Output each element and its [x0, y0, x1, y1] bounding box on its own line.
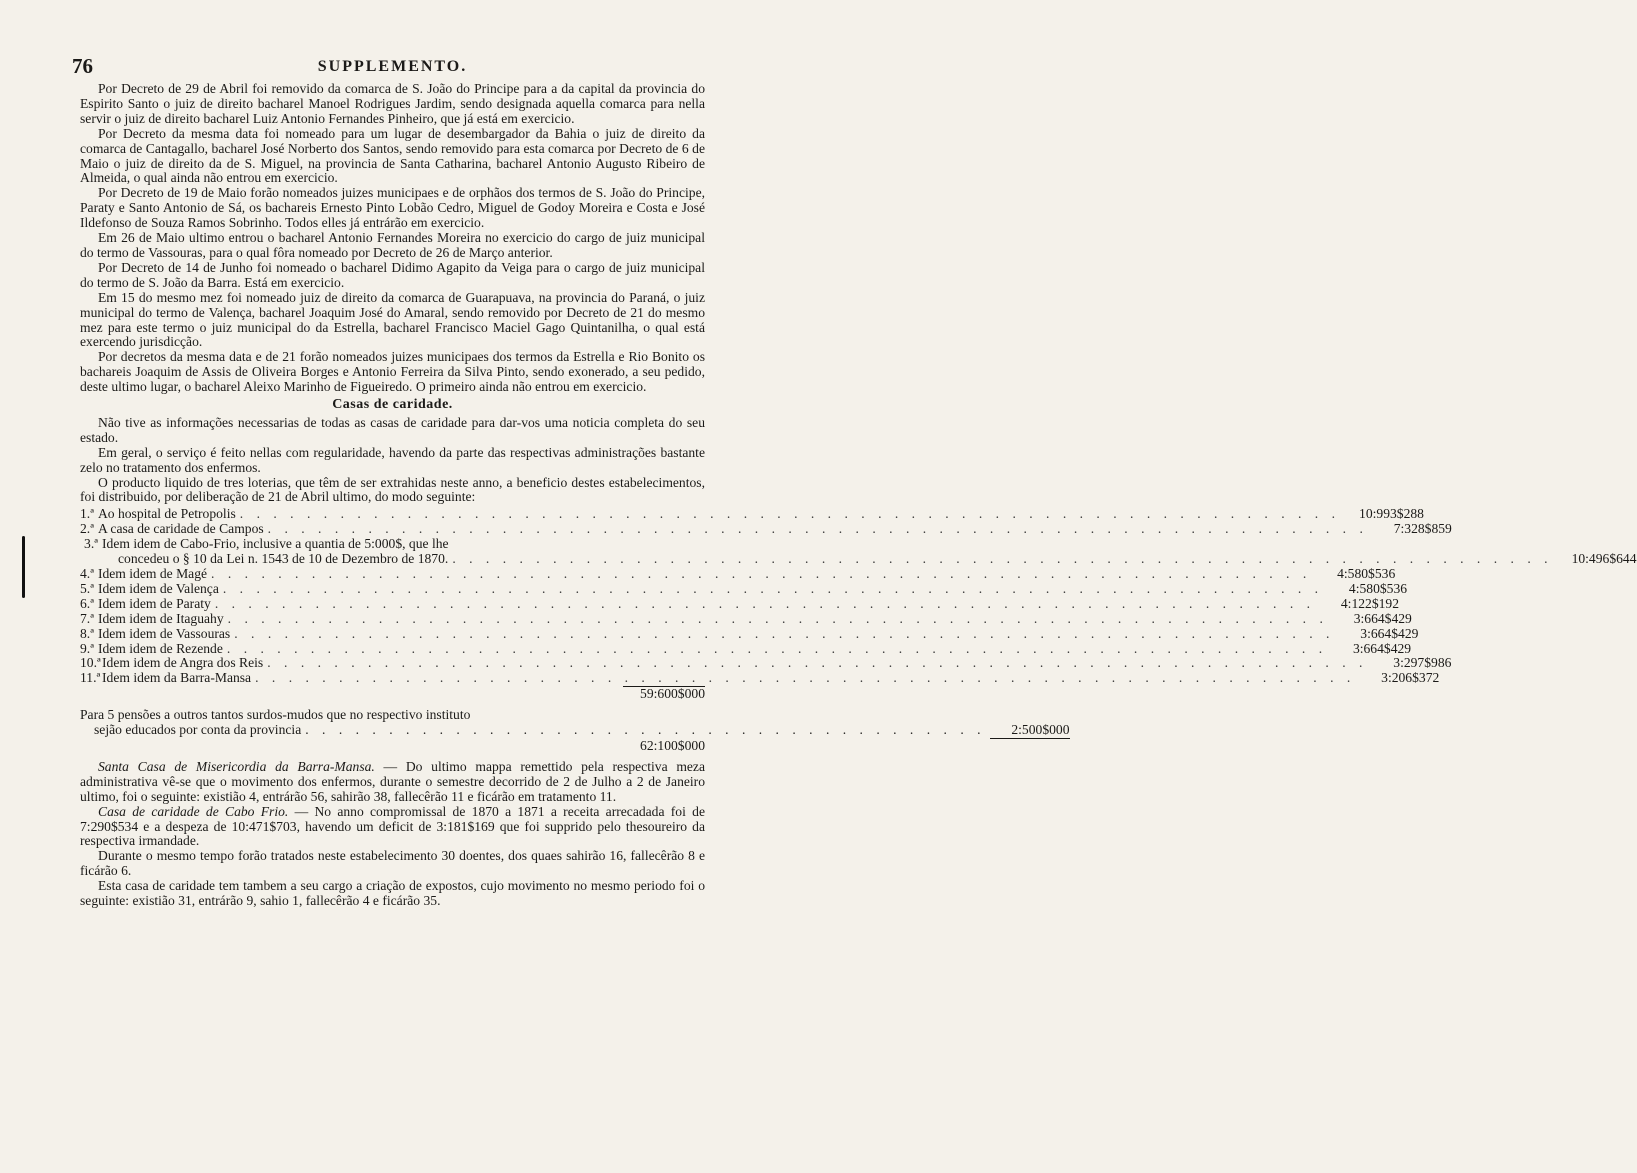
running-head: SUPPLEMENTO. — [317, 58, 468, 75]
paragraph-cabo-frio — [80, 805, 705, 850]
row-text: Idem idem de Cabo-Frio, inclusive a quantia de 5:000$, que lhe — [102, 536, 449, 552]
leader-dots — [305, 723, 985, 738]
grand-total-amount: 62:100$000 — [640, 737, 705, 753]
paragraph: Não tive as informações necessarias de todas as casas de caridade para dar-vos uma noticia completa do seu estado. — [80, 414, 705, 445]
pension-row — [80, 708, 705, 723]
row-amount: 3:664$429 — [1352, 640, 1412, 656]
paragraph: Por Decreto da mesma data foi nomeado para um lugar de desembargador da Bahia o juiz de direito da comarca de Cantagallo, bacharel José Norberto dos Santos, sendo removido para esta comarca por Decreto de 6 de Maio o juiz de direito da de S. Miguel, na provincia de Santa Catharina, bacharel Antonio Augusto Ribeiro de Almeida, o qual ainda não entrou em exercicio. — [80, 125, 705, 186]
paragraph: Em 15 do mesmo mez foi nomeado juiz de direito da comarca de Guarapuava, na provincia do Paraná, o juiz municipal do termo de Valença, bacharel Joaquim José do Amaral, sendo removido por Decreto de 21 do mesmo mez para este termo o juiz municipal do da Estrella, bacharel Francisco Maciel Gago Quintanilha, o qual está exercendo jurisdicção. — [80, 289, 705, 350]
row-number: 11.ª — [80, 670, 101, 686]
row-number: 2.ª — [80, 521, 94, 537]
paragraph-text: — Do ultimo mappa remettido pela respectiva meza administrativa vê-se que o movimento dos enfermos, durante o semestre decorrido de 2 de Julho a 2 de Janeiro ultimo, foi o seguinte: existião 4, entrárão 56, sahirão 38, fallecêrão 11 e ficárão em tratamento 11. — [80, 758, 705, 804]
section-title: Casas de caridade. — [332, 397, 453, 413]
distribution-row — [80, 566, 1396, 582]
paragraph: Por Decreto de 14 de Junho foi nomeado o bacharel Didimo Agapito da Veiga para o cargo de juiz municipal do termo de S. João da Barra. Está em exercicio. — [80, 259, 705, 290]
page-header — [72, 52, 705, 82]
leader-dots — [255, 671, 1355, 686]
row-number: 6.ª — [80, 595, 94, 611]
leader-dots — [215, 597, 1315, 612]
paragraph-text: — No anno compromissal de 1870 a 1871 a receita arrecadada foi de 7:290$534 e a despeza de 10:471$703, havendo um deficit de 3:181$169 que foi supprido pelo thesoureiro da respectiva irmandade. — [80, 803, 705, 849]
leader-dots — [223, 582, 1323, 597]
distribution-row — [80, 640, 1412, 657]
row-amount: 3:664$429 — [1353, 610, 1412, 626]
row-text: Idem idem de Paraty — [97, 595, 211, 611]
row-text: Ao hospital de Petropolis — [97, 506, 236, 522]
leader-dots — [267, 656, 1367, 671]
leader-dots — [228, 612, 1328, 627]
distribution-row — [80, 506, 1424, 522]
row-amount: 3:206$372 — [1381, 670, 1440, 686]
subtotal-amount: 59:600$000 — [640, 686, 705, 702]
paragraph: Por Decreto de 29 de Abril foi removido da comarca de S. João do Principe para a da capital da provincia do Espirito Santo o juiz de direito bacharel Manoel Rodrigues Jardim, sendo designada aquella comarca para nella servir o juiz de direito bacharel Luiz Antonio Fernandes Pinheiro, que já está em exercicio. — [80, 81, 705, 126]
row-number: 5.ª — [80, 580, 94, 596]
pension-text: Para 5 pensões a outros tantos surdos-mudos que no respectivo instituto — [80, 707, 471, 723]
row-text: Idem idem de Magé — [97, 566, 208, 581]
row-text: Idem idem de Valença — [97, 580, 219, 596]
distribution-row — [80, 610, 1412, 627]
grand-total-row — [80, 739, 705, 754]
body-text — [80, 81, 1637, 909]
row-text: Idem idem de Angra dos Reis — [102, 655, 264, 671]
row-number: 7.ª — [80, 610, 94, 626]
paragraph: O producto liquido de tres loterias, que têm de ser extrahidas neste anno, a beneficio destes estabelecimentos, foi distribuido, por deliberação de 21 de Abril ultimo, do modo seguinte: — [80, 474, 705, 505]
row-text: Idem idem de Rezende — [97, 640, 223, 656]
paragraph: Esta casa de caridade tem tambem a seu cargo a criação de expostos, cujo movimento no mesmo periodo foi o seguinte: existião 31, entrárão 9, sahio 1, fallecêrão 4 e ficárão 35. — [80, 878, 705, 909]
row-amount: 3:664$429 — [1360, 625, 1419, 641]
distribution-row — [80, 537, 705, 552]
paragraph-barra-mansa — [80, 760, 705, 805]
distribution-table — [80, 506, 1637, 754]
distribution-row — [80, 670, 1440, 686]
distribution-row — [80, 625, 1419, 642]
row-amount: 7:328$859 — [1393, 521, 1452, 537]
paragraph: Em geral, o serviço é feito nellas com regularidade, havendo da parte das respectivas administrações bastante zelo no tratamento dos enfermos. — [80, 444, 705, 475]
row-amount: 4:580$536 — [1337, 566, 1396, 581]
distribution-row — [80, 655, 1452, 671]
distribution-row — [80, 580, 1408, 597]
leader-dots — [227, 642, 1327, 657]
paragraph: Por Decreto de 19 de Maio forão nomeados juizes municipaes e de orphãos dos termos de S. João do Principe, Paraty e Santo Antonio de Sá, os bachareis Ernesto Pinto Lobão Cedro, Miguel de Godoy Moreira e Costa e José Ildefonso de Souza Ramos Sobrinho. Todos elles já entrárão em exercicio. — [80, 185, 705, 231]
paragraph: Em 26 de Maio ultimo entrou o bacharel Antonio Fernandes Moreira no exercicio do cargo de juiz municipal do termo de Vassouras, para o qual fôra nomeado por Decreto de 26 de Março anterior. — [80, 230, 705, 260]
paragraph: Durante o mesmo tempo forão tratados neste estabelecimento 30 doentes, dos quaes sahirão 16, fallecêrão 8 e ficárão 6. — [80, 848, 705, 879]
row-number: 8.ª — [80, 625, 94, 641]
row-text: Idem idem de Itaguahy — [97, 610, 224, 626]
row-text: Idem idem de Vassouras — [97, 625, 231, 641]
distribution-row — [80, 595, 1400, 612]
leader-dots — [240, 507, 1340, 522]
row-amount: 4:122$192 — [1340, 595, 1400, 611]
distribution-row — [80, 551, 1637, 567]
row-number: 10.ª — [80, 655, 101, 671]
row-text: Idem idem da Barra-Mansa — [102, 670, 252, 686]
row-number: 1.ª — [80, 506, 94, 522]
distribution-row — [80, 521, 1452, 537]
row-text: concedeu o § 10 da Lei n. 1543 de 10 de Dezembro de 1870. — [118, 551, 449, 567]
row-amount: 3:297$986 — [1393, 655, 1452, 671]
pension-amount: 2:500$000 — [990, 723, 1070, 739]
pension-text: sejão educados por conta da provincia — [94, 722, 302, 738]
leader-dots — [234, 627, 1334, 642]
row-text: A casa de caridade de Campos — [97, 521, 264, 537]
pension-row — [80, 722, 1070, 739]
leader-dots — [211, 567, 1311, 582]
paragraph-lead: Santa Casa de Misericordia da Barra-Mansa. — [98, 758, 375, 774]
leader-dots — [452, 552, 1552, 567]
row-number: 9.ª — [80, 640, 94, 656]
leader-dots — [268, 522, 1368, 537]
paragraph-lead: Casa de caridade de Cabo Frio. — [98, 803, 289, 819]
row-amount: 4:580$536 — [1348, 580, 1408, 596]
page-number: 76 — [72, 54, 93, 78]
row-number: 3.ª — [84, 536, 98, 552]
subtotal-row — [80, 687, 705, 702]
row-amount: 10:993$288 — [1359, 506, 1424, 522]
row-amount: 10:496$644 — [1571, 551, 1637, 567]
paragraph: Por decretos da mesma data e de 21 forão nomeados juizes municipaes dos termos da Estrella e Rio Bonito os bachareis Joaquim de Assis de Oliveira Borges e Antonio Ferreira da Silva Pinto, sendo exonerado, a seu pedido, deste ultimo lugar, o bacharel Aleixo Marinho de Figueiredo. O primeiro ainda não entrou em exercicio. — [80, 349, 705, 395]
row-number: 4.ª — [80, 566, 94, 581]
margin-mark — [22, 536, 25, 598]
